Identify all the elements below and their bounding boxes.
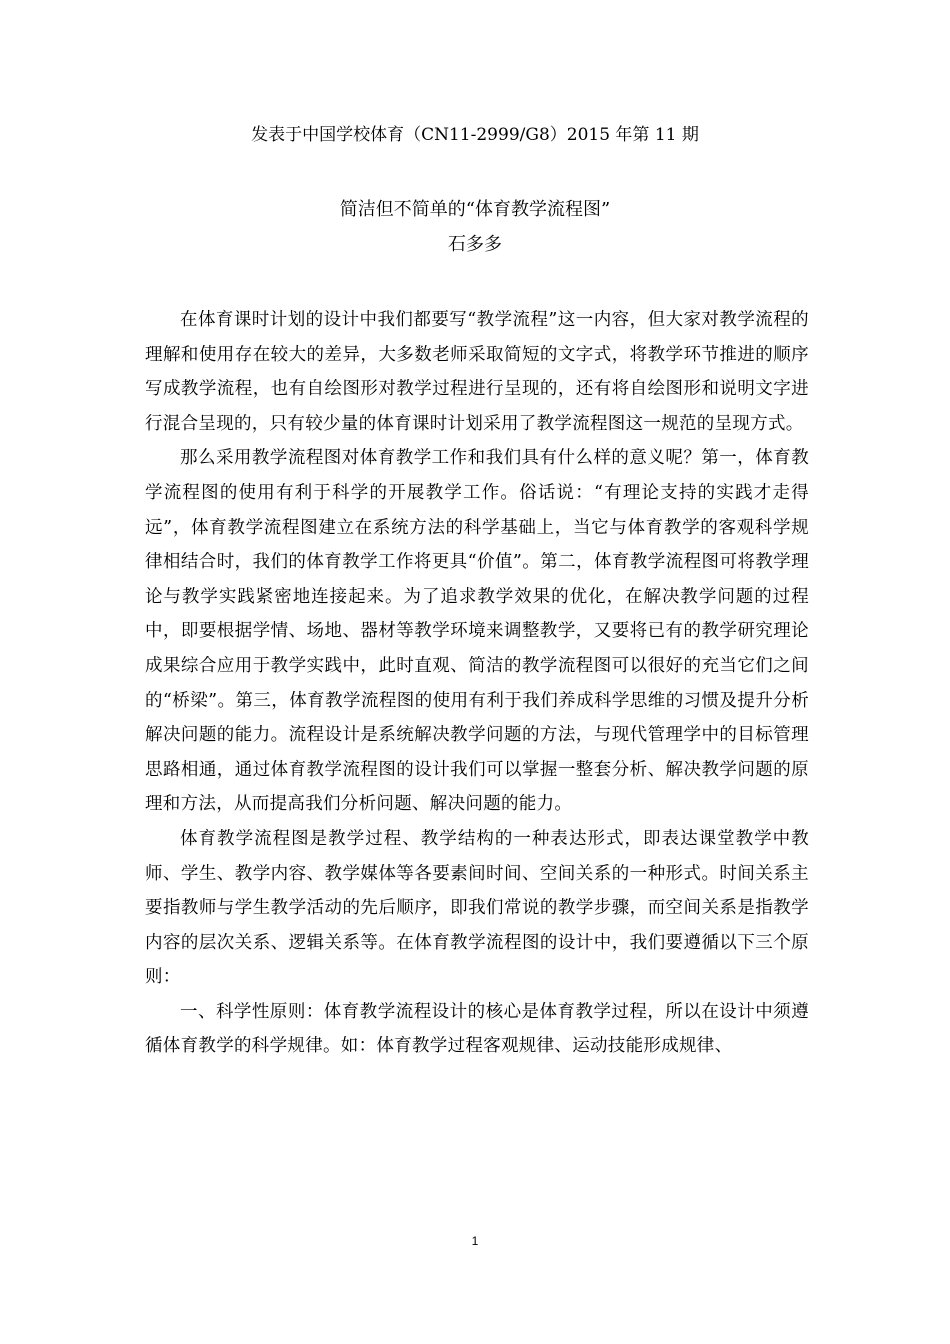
publication-info: 发表于中国学校体育（CN11-2999/G8）2015 年第 11 期 (251, 125, 699, 145)
paragraph-2: 那么采用教学流程图对体育教学工作和我们具有什么样的意义呢？第一，体育教学流程图的使用有利于科学的开展教学工作。俗话说：“有理论支持的实践才走得远”，体育教学流程图建立在系统方法的科学基础上，当它与体育教学的客观科学规律相结合时，我们的体育教学工作将更具“价值”。第二，体育教学流程图可将教学理论与教学实践紧密地连接起来。为了追求教学效果的优化，在解决教学问题的过程中，即要根据学情、场地、器材等教学环境来调整教学，又要将已有的教学研究理论成果综合应用于教学实践中，此时直观、简洁的教学流程图可以很好的充当它们之间的“桥梁”。第三，体育教学流程图的使用有利于我们养成科学思维的习惯及提升分析解决问题的能力。流程设计是系统解决教学问题的方法，与现代管理学中的目标管理思路相通，通过体育教学流程图的设计我们可以掌握一整套分析、解决教学问题的原理和方法，从而提高我们分析问题、解决问题的能力。 (145, 448, 809, 815)
article-author: 石多多 (448, 234, 502, 255)
paragraph-4: 一、科学性原则：体育教学流程设计的核心是体育教学过程，所以在设计中须遵循体育教学的科学规律。如：体育教学过程客观规律、运动技能形成规律、 (145, 1001, 809, 1057)
paragraph-1: 在体育课时计划的设计中我们都要写“教学流程”这一内容，但大家对教学流程的理解和使用存在较大的差异，大多数老师采取简短的文字式，将教学环节推进的顺序写成教学流程，也有自绘图形对教学过程进行呈现的，还有将自绘图形和说明文字进行混合呈现的，只有较少量的体育课时计划采用了教学流程图这一规范的呈现方式。 (145, 310, 809, 434)
page-number: 1 (471, 1234, 479, 1248)
article-body (145, 303, 809, 1064)
article-title: 简洁但不简单的“体育教学流程图” (339, 199, 611, 220)
paragraph-3: 体育教学流程图是教学过程、教学结构的一种表达形式，即表达课堂教学中教师、学生、教学内容、教学媒体等各要素间时间、空间关系的一种形式。时间关系主要指教师与学生教学活动的先后顺序，即我们常说的教学步骤，而空间关系是指教学内容的层次关系、逻辑关系等。在体育教学流程图的设计中，我们要遵循以下三个原则： (145, 828, 809, 988)
